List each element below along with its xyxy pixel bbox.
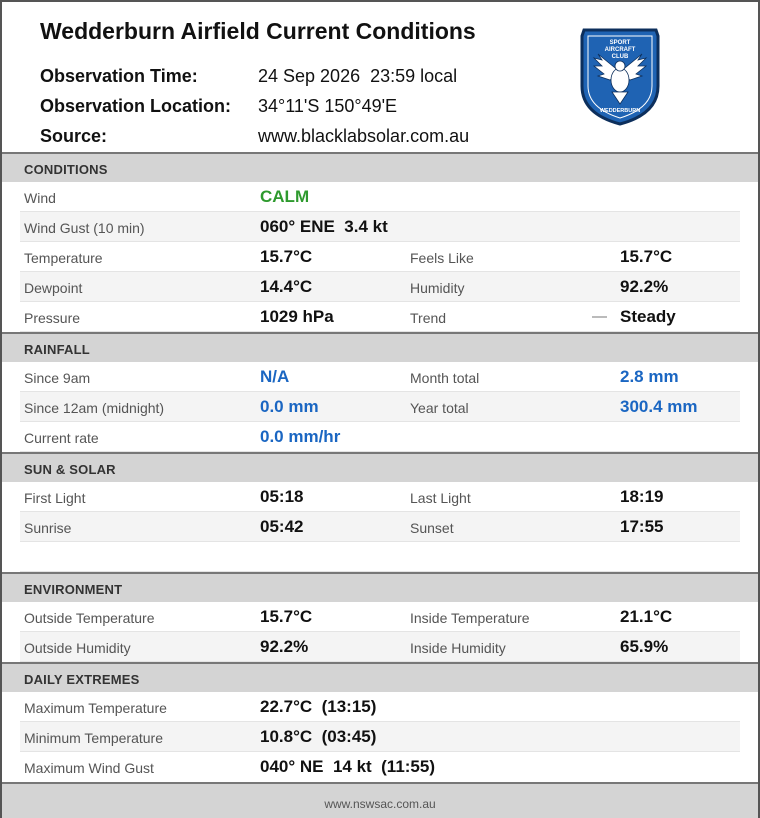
logo-text-wedderburn: WEDDERBURN [599,108,641,114]
inside-temperature-label: Inside Temperature [410,610,530,626]
max-temperature-label: Maximum Temperature [24,700,167,716]
section-heading: SUN & SOLAR [24,462,116,477]
humidity-value: 92.2% [620,277,669,296]
logo-text-club: CLUB [611,54,629,60]
source-link[interactable]: www.blacklabsolar.com.au [258,126,470,146]
current-rate-value: 0.0 mm/hr [260,427,341,446]
outside-humidity-value: 92.2% [260,637,309,656]
year-total-label: Year total [410,400,469,416]
since-midnight-value: 0.0 mm [260,397,319,416]
row-max-wind-gust [20,752,740,782]
row-since-midnight [20,392,740,422]
temperature-value: 15.7°C [260,247,313,266]
row-dewpoint [20,272,740,302]
first-light-value: 05:18 [260,487,304,506]
row-min-temperature [20,722,740,752]
max-wind-gust-label: Maximum Wind Gust [24,760,154,776]
section-heading: DAILY EXTREMES [24,672,140,687]
observation-time-label: Observation Time: [40,66,198,86]
sunrise-value: 05:42 [260,517,304,536]
observation-time-value: 24 Sep 2026 23:59 local [258,66,458,86]
section-conditions [2,152,758,182]
sport-aircraft-club-logo [578,24,662,126]
row-wind-gust [20,212,740,242]
outside-temperature-value: 15.7°C [260,607,313,626]
row-current-rate [20,422,740,452]
outside-temperature-label: Outside Temperature [24,610,155,626]
section-sun-solar [2,452,758,482]
month-total-label: Month total [410,370,480,386]
since-midnight-label: Since 12am (midnight) [24,400,165,416]
page-title: Wedderburn Airfield Current Conditions [40,18,476,44]
max-wind-gust-value: 040° NE 14 kt (11:55) [260,757,436,776]
month-total-value: 2.8 mm [620,367,679,386]
header [2,2,758,152]
observation-location-label: Observation Location: [40,96,232,116]
dewpoint-label: Dewpoint [24,280,83,296]
inside-humidity-label: Inside Humidity [410,640,506,656]
wind-gust-value: 060° ENE 3.4 kt [260,217,388,236]
steady-trend-icon: — [592,308,607,325]
row-max-temperature [20,692,740,722]
sunset-value: 17:55 [620,517,664,536]
footer [2,782,758,818]
row-pressure [20,302,740,332]
humidity-label: Humidity [410,280,465,296]
logo-text-aircraft: AIRCRAFT [604,47,636,53]
feels-like-label: Feels Like [410,250,474,266]
row-humidity-env [20,632,740,662]
temperature-label: Temperature [24,250,103,266]
wind-value: CALM [260,187,310,206]
feels-like-value: 15.7°C [620,247,673,266]
sunrise-label: Sunrise [24,520,72,536]
dewpoint-value: 14.4°C [260,277,313,296]
min-temperature-label: Minimum Temperature [24,730,164,746]
sunset-label: Sunset [410,520,454,536]
row-sunrise [20,512,740,542]
row-since-9am [20,362,740,392]
max-temperature-value: 22.7°C (13:15) [260,697,377,716]
footer-link[interactable]: www.nswsac.com.au [324,797,436,811]
outside-humidity-label: Outside Humidity [24,640,131,656]
source-label: Source: [40,126,108,146]
row-empty [20,542,740,572]
since-9am-value: N/A [260,367,290,386]
since-9am-label: Since 9am [24,370,91,386]
section-heading: RAINFALL [24,342,90,357]
section-environment [2,572,758,602]
wind-label: Wind [24,190,56,206]
inside-humidity-value: 65.9% [620,637,669,656]
row-temperature-env [20,602,740,632]
last-light-label: Last Light [410,490,471,506]
last-light-value: 18:19 [620,487,664,506]
trend-value: Steady [620,307,676,326]
row-temperature [20,242,740,272]
logo-text-sport: SPORT [609,40,631,46]
first-light-label: First Light [24,490,86,506]
current-rate-label: Current rate [24,430,99,446]
section-heading: CONDITIONS [24,162,108,177]
section-heading: ENVIRONMENT [24,582,123,597]
pressure-label: Pressure [24,310,81,326]
section-daily-extremes [2,662,758,692]
section-rainfall [2,332,758,362]
year-total-value: 300.4 mm [620,397,698,416]
trend-label: Trend [410,310,447,326]
wind-gust-label: Wind Gust (10 min) [24,220,145,236]
row-first-light [20,482,740,512]
inside-temperature-value: 21.1°C [620,607,673,626]
observation-location-value: 34°11'S 150°49'E [258,96,398,116]
pressure-value: 1029 hPa [260,307,334,326]
min-temperature-value: 10.8°C (03:45) [260,727,377,746]
row-wind [20,182,740,212]
